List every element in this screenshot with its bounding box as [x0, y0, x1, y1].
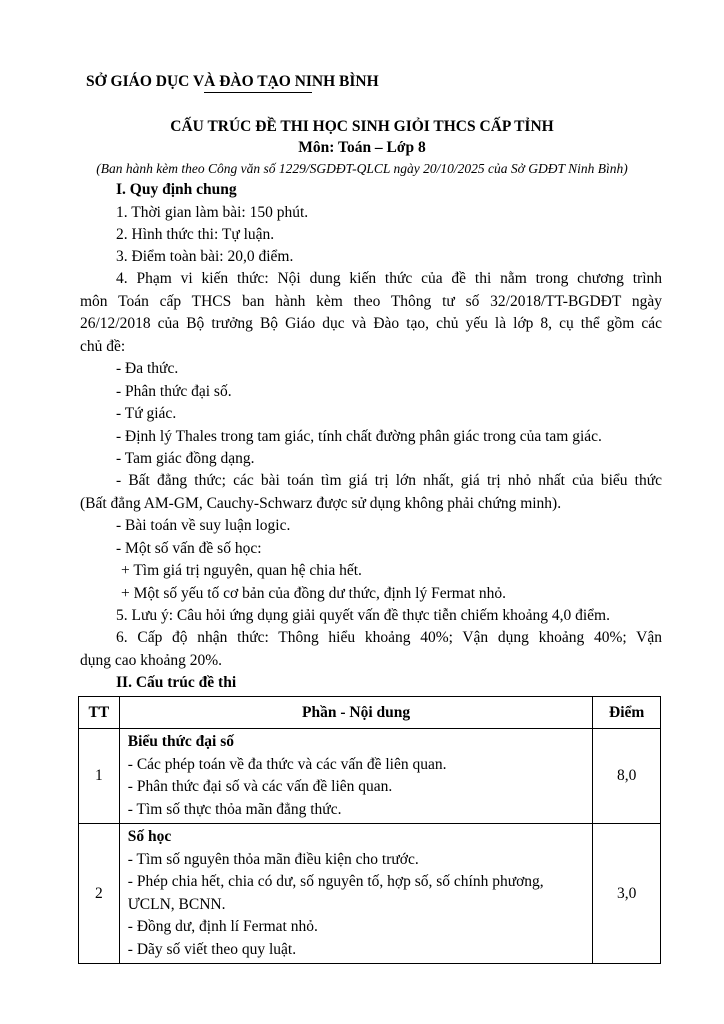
row-content	[119, 824, 593, 964]
rule-cognitive-line-1: 6. Cấp độ nhận thức: Thông hiểu khoảng 40%; Vận dụng khoảng 40%; Vận	[116, 629, 662, 646]
row-line: - Tìm số nguyên thỏa mãn điều kiện cho trước.	[127, 850, 419, 868]
topic-number-theory-a: + Tìm giá trị nguyên, quan hệ chia hết.	[121, 562, 362, 579]
topic-number-theory: - Một số vấn đề số học:	[116, 540, 262, 557]
rule-cognitive-line-2: dụng cao khoảng 20%.	[80, 652, 223, 669]
row-line: - Đồng dư, định lí Fermat nhỏ.	[127, 918, 318, 935]
column-header-content: Phần - Nội dung	[119, 697, 593, 729]
topic-logic: - Bài toán về suy luận logic.	[116, 517, 291, 534]
rule-format: 2. Hình thức thi: Tự luận.	[116, 226, 275, 243]
topic-similar-triangles: - Tam giác đồng dạng.	[116, 450, 255, 467]
topic-thales: - Định lý Thales trong tam giác, tính chất đường phân giác trong của tam giác.	[116, 428, 602, 445]
row-title: Biểu thức đại số	[127, 733, 234, 750]
table-row	[79, 729, 661, 824]
row-line: - Các phép toán về đa thức và các vấn đề liên quan.	[127, 755, 447, 773]
row-number: 2	[79, 824, 120, 964]
rule-scope-line-1: 4. Phạm vi kiến thức: Nội dung kiến thức của đề thi nằm trong chương trình	[116, 270, 662, 287]
row-content	[119, 729, 593, 824]
row-title: Số học	[127, 828, 172, 845]
row-line: ƯCLN, BCNN.	[127, 895, 226, 913]
issued-note: (Ban hành kèm theo Công văn số 1229/SGDĐT-QLCL ngày 20/10/2025 của Sở GDĐT Ninh Bình)	[96, 161, 628, 176]
rule-scope-line-2: môn Toán cấp THCS ban hành kèm theo Thông tư số 32/2018/TT-BGDĐT ngày	[80, 293, 662, 310]
row-score: 8,0	[593, 729, 661, 824]
topic-inequalities-line-1: - Bất đẳng thức; các bài toán tìm giá trị lớn nhất, giá trị nhỏ nhất của biểu thức	[116, 472, 662, 489]
topic-inequalities-line-2: (Bất đẳng AM-GM, Cauchy-Schwarz được sử dụng không phải chứng minh).	[80, 495, 562, 512]
row-score: 3,0	[593, 824, 661, 964]
table-row	[79, 824, 661, 964]
rule-scope-line-3: 26/12/2018 của Bộ trưởng Bộ Giáo dục và Đào tạo, chủ yếu là lớp 8, cụ thể gồm các	[80, 315, 662, 332]
subject-line: Môn: Toán – Lớp 8	[298, 139, 426, 156]
exam-structure-table	[78, 696, 661, 964]
column-header-tt: TT	[79, 697, 120, 729]
section-1-heading: I. Quy định chung	[116, 181, 237, 198]
section-2-heading: II. Cấu trúc đề thi	[116, 674, 237, 691]
row-line: - Phép chia hết, chia có dư, số nguyên tố, hợp số, số chính phương,	[127, 873, 544, 890]
row-line: - Dãy số viết theo quy luật.	[127, 940, 297, 958]
agency-underline	[204, 92, 312, 93]
rule-scope-line-4: chủ đề:	[80, 338, 126, 355]
rule-total-score: 3. Điểm toàn bài: 20,0 điểm.	[116, 248, 294, 265]
row-line: - Tìm số thực thỏa mãn đẳng thức.	[127, 800, 342, 818]
row-line: - Phân thức đại số và các vấn đề liên quan.	[127, 778, 393, 795]
topic-number-theory-b: + Một số yếu tố cơ bản của đồng dư thức, định lý Fermat nhỏ.	[121, 585, 507, 602]
row-number: 1	[79, 729, 120, 824]
rule-time: 1. Thời gian làm bài: 150 phút.	[116, 204, 309, 221]
topic-fractions: - Phân thức đại số.	[116, 383, 232, 400]
column-header-score: Điểm	[593, 697, 661, 729]
rule-note: 5. Lưu ý: Câu hỏi ứng dụng giải quyết vấn đề thực tiễn chiếm khoảng 4,0 điểm.	[116, 607, 610, 624]
document-title: CẤU TRÚC ĐỀ THI HỌC SINH GIỎI THCS CẤP TỈNH	[170, 118, 554, 135]
table-header-row	[79, 697, 661, 729]
topic-polynomials: - Đa thức.	[116, 360, 179, 377]
topic-quadrilaterals: - Tứ giác.	[116, 405, 177, 422]
agency-name: SỞ GIÁO DỤC VÀ ĐÀO TẠO NINH BÌNH	[86, 73, 379, 90]
